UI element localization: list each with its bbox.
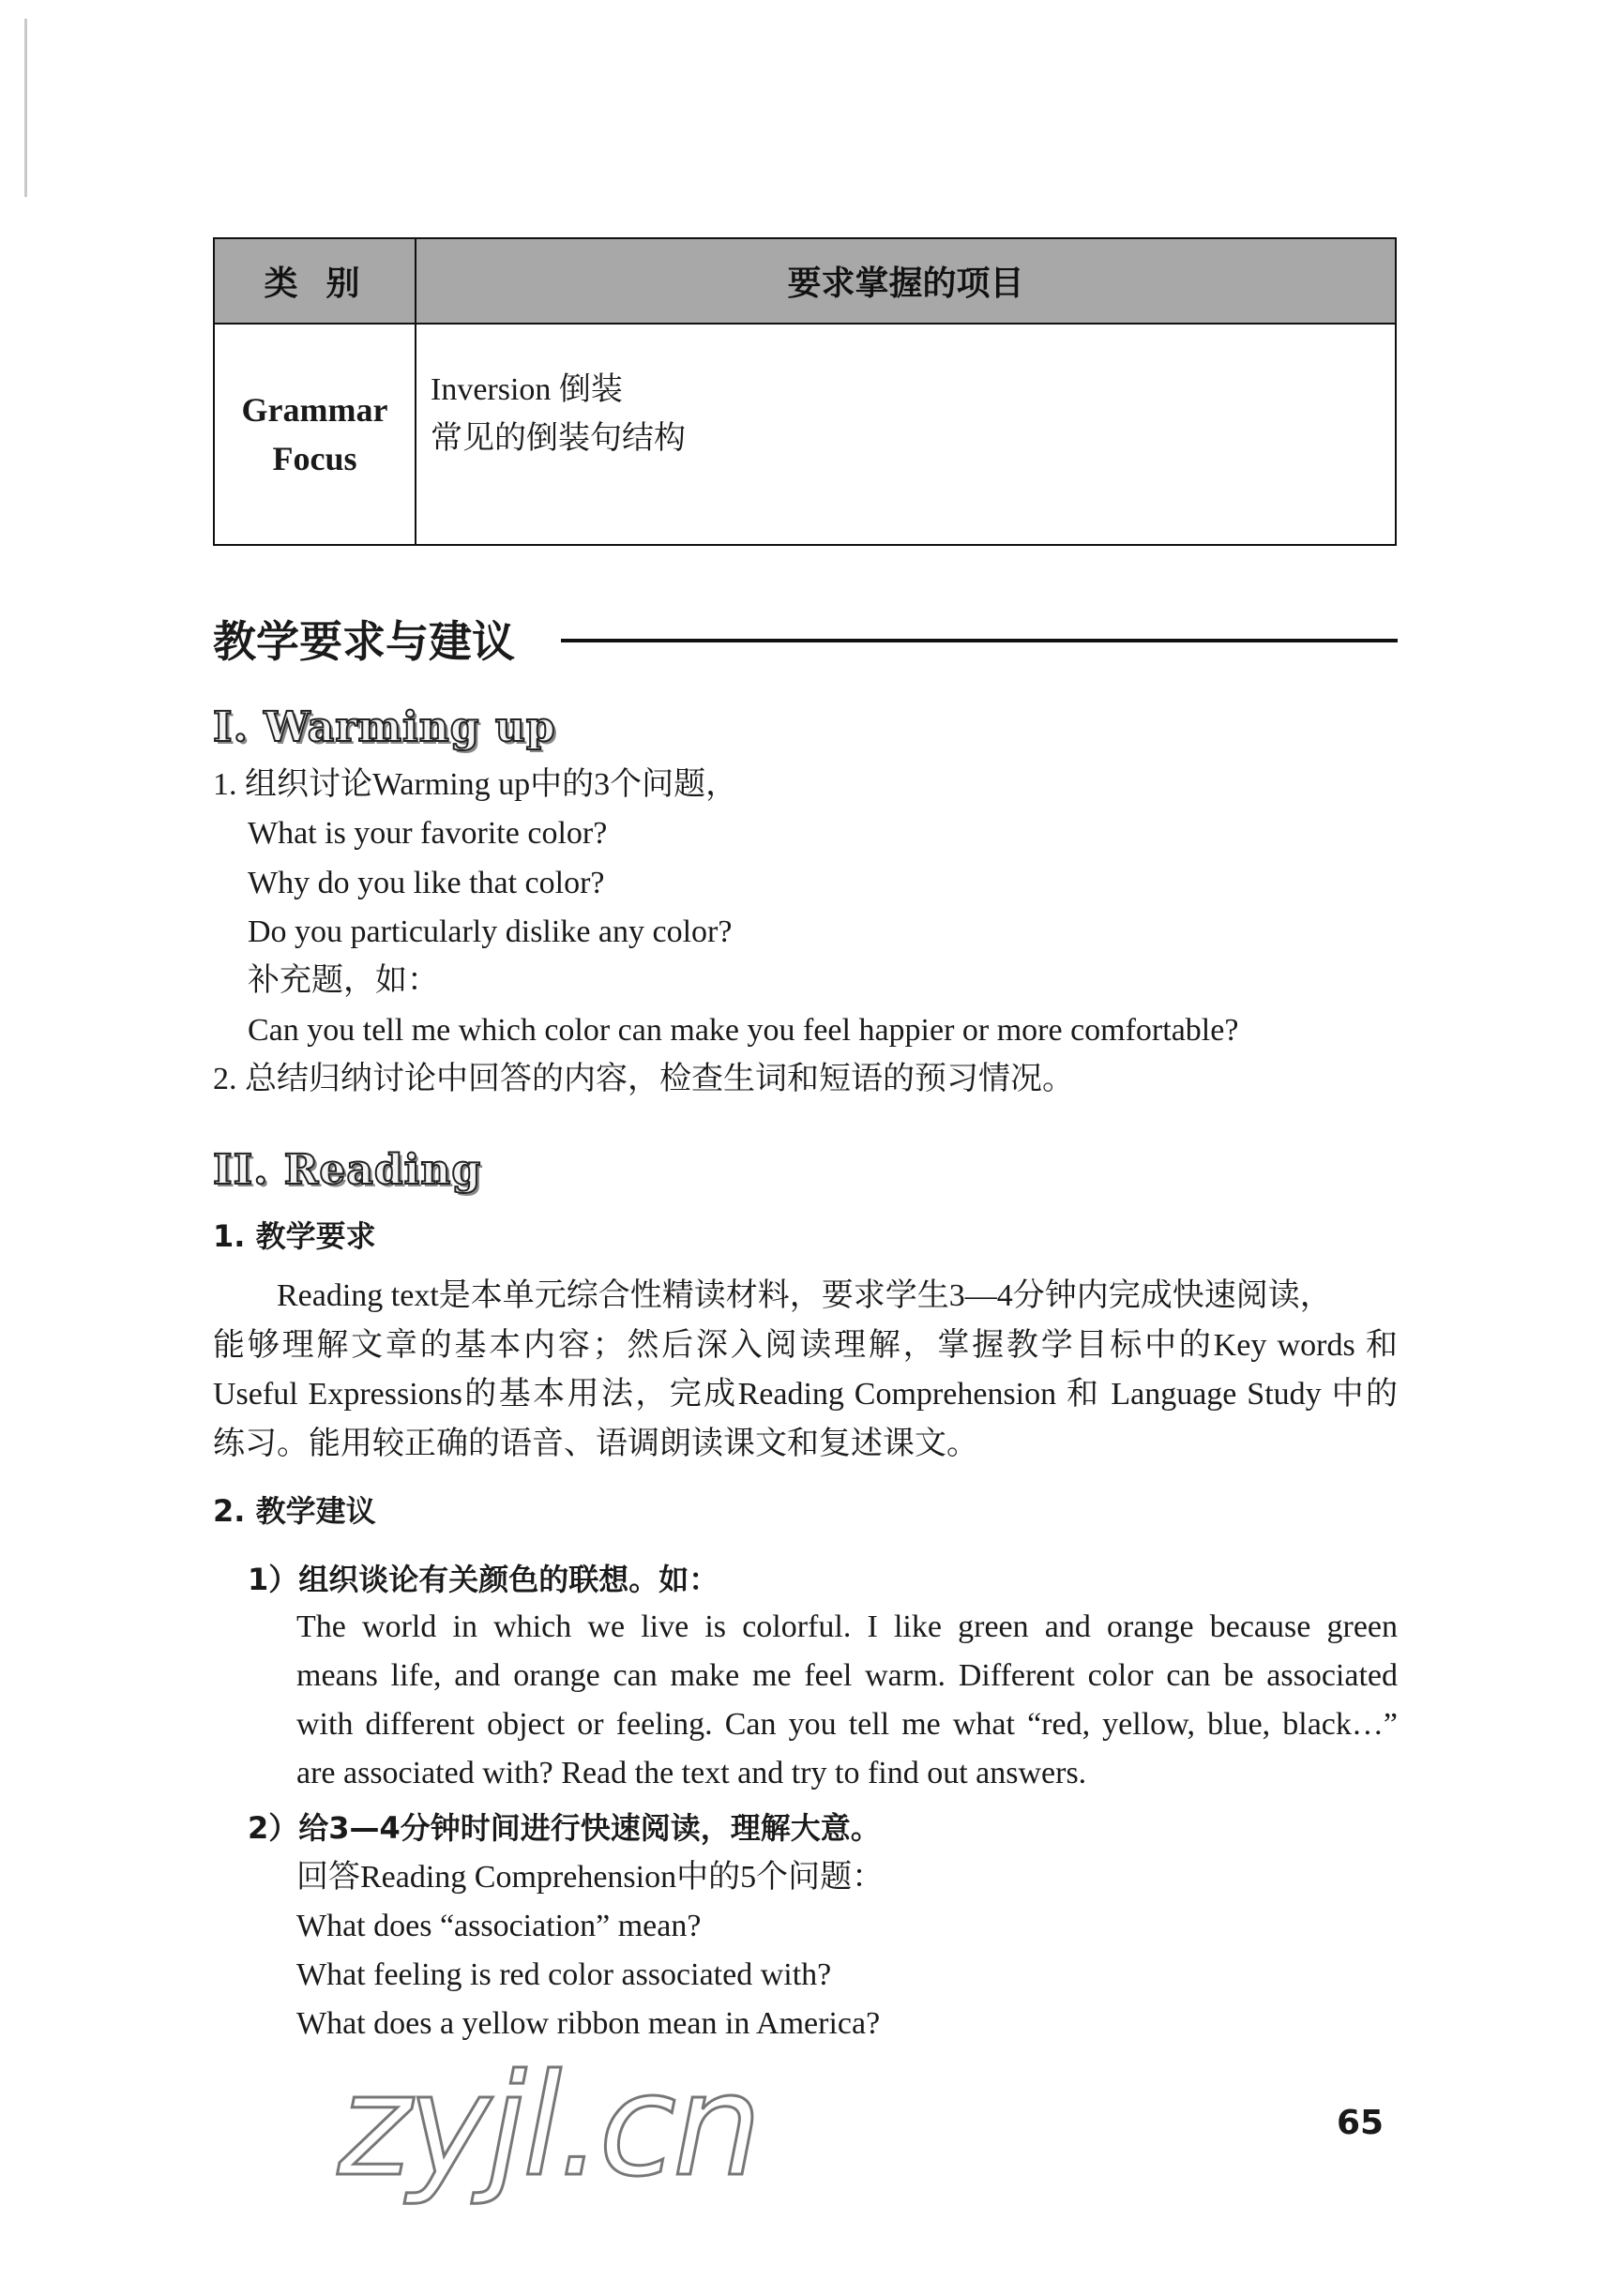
suggestion-2-question: What does a yellow ribbon mean in America? [296,2006,881,2041]
reading-subheading-1: 1. 教学要求 [213,1218,376,1254]
table-header-items: 要求掌握的项目 [787,264,1024,303]
table-cell-items [431,366,686,463]
warming-question-2: Why do you like that color? [248,866,605,900]
item-line: 常见的倒装句结构 [431,421,686,456]
suggestion-1-line: are associated with? Read the text and try to find out answers. [296,1756,1087,1790]
suggestion-2-label: 2）给3—4分钟时间进行快速阅读，理解大意。 [248,1810,881,1846]
category-line: Focus [272,440,357,477]
reading-paragraph-line: 练习。能用较正确的语音、语调朗读课文和复述课文。 [213,1427,978,1461]
warming-extra-label: 补充题，如： [248,963,439,998]
warming-question-3: Do you particularly dislike any color? [248,914,733,949]
suggestion-1-line: with different object or feeling. Can you tell me what “red, yellow, blue, black…” [296,1707,1398,1742]
reading-paragraph-line: 能够理解文章的基本内容；然后深入阅读理解，掌握教学目标中的Key words 和 [213,1328,1398,1363]
warming-item-2: 2. 总结归纳讨论中回答的内容，检查生词和短语的预习情况。 [213,1062,1074,1096]
suggestion-2-intro: 回答Reading Comprehension中的5个问题： [296,1860,885,1895]
suggestion-1-line: means life, and orange can make me feel warm. Different color can be associated [296,1658,1398,1693]
table-cell-category [215,325,415,544]
site-watermark: zyjl.cn [338,2045,759,2208]
warming-item-1: 1. 组织讨论Warming up中的3个问题， [213,767,738,802]
table-header-category: 类别 [264,264,388,303]
suggestion-2-question: What feeling is red color associated with? [296,1957,832,1992]
suggestion-1-line: The world in which we live is colorful. I like green and orange because green [296,1609,1398,1644]
reading-heading: II. Reading [213,1146,482,1194]
section-title: 教学要求与建议 [213,616,515,667]
section-rule [561,639,1398,642]
suggestion-1-label: 1）组织谈论有关颜色的联想。如： [248,1562,719,1597]
warming-question-1: What is your favorite color? [248,816,608,851]
scan-margin-line [24,19,27,197]
category-line: Grammar [241,391,388,429]
requirements-table [213,237,1397,546]
warming-extra-question: Can you tell me which color can make you feel happier or more comfortable? [248,1013,1239,1048]
page-number: 65 [1337,2104,1385,2142]
reading-subheading-2: 2. 教学建议 [213,1493,376,1529]
item-line: Inversion 倒装 [431,372,623,407]
suggestion-2-question: What does “association” mean? [296,1909,702,1943]
warming-up-heading: I. Warming up [213,703,556,751]
reading-paragraph-line: Useful Expressions的基本用法，完成Reading Comprehension 和 Language Study 中的 [213,1377,1398,1412]
reading-paragraph-line: Reading text是本单元综合性精读材料，要求学生3—4分钟内完成快速阅读， [277,1278,1332,1313]
